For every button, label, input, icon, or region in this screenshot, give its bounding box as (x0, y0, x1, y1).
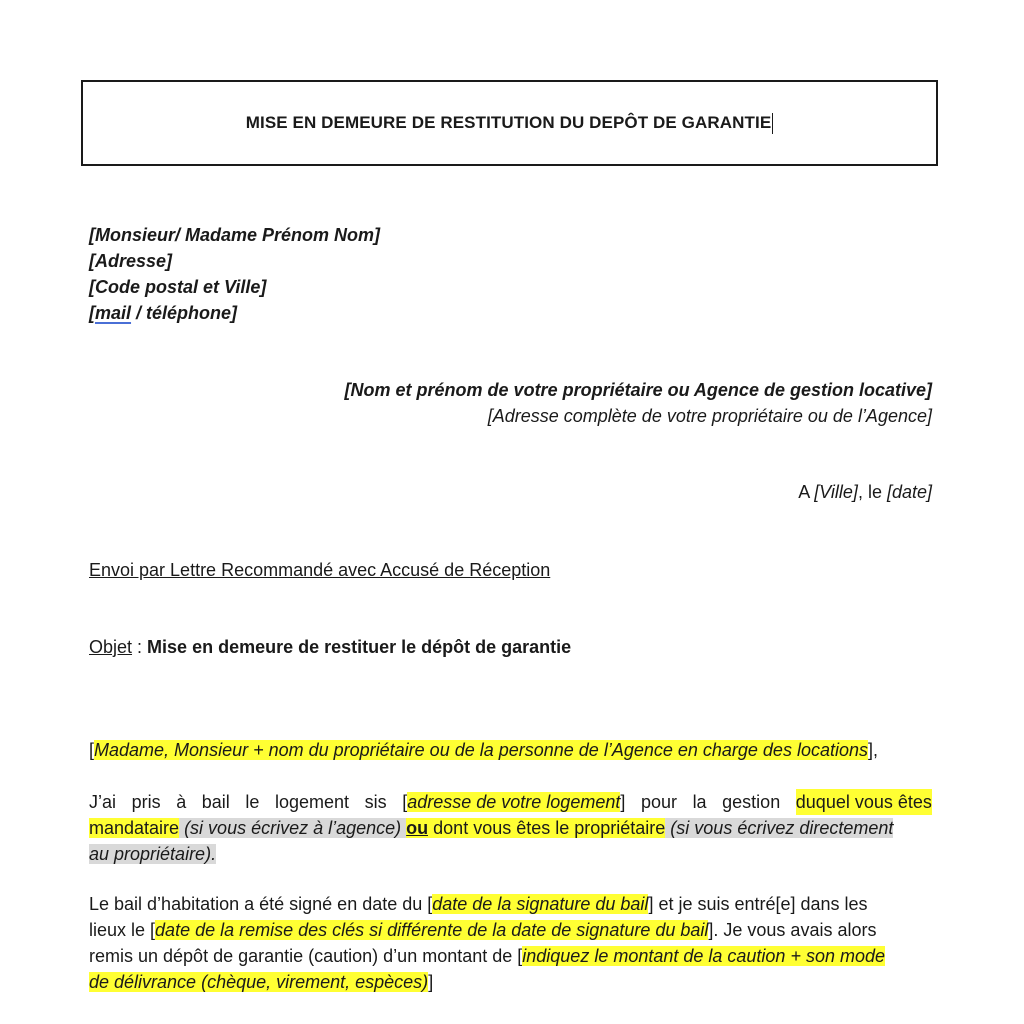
word: bail (201, 792, 230, 812)
sender-contact (89, 300, 380, 326)
paragraph-line (89, 789, 932, 815)
subject-line (89, 634, 571, 660)
highlight-mandataire: duquel vous êtes (796, 789, 932, 815)
payment-mode-placeholder: de délivrance (chèque, virement, espèces) (89, 972, 429, 992)
paragraph-line: lieux le [date de la remise des clés si différente de la date de signature du bail]. Je vous avais alors (89, 920, 877, 940)
word: logement (274, 792, 350, 812)
delivery-method: Envoi par Lettre Recommandé avec Accusé de Réception (89, 560, 551, 580)
sender-address: [Adresse] (89, 251, 173, 271)
mail-word: mail (95, 303, 132, 323)
paragraph-bail (89, 891, 932, 995)
paragraph-line: de délivrance (chèque, virement, espèces)] (89, 972, 434, 992)
sender-name: [Monsieur/ Madame Prénom Nom] (89, 225, 381, 245)
place-date (798, 479, 932, 505)
line-content: mandataire (si vous écrivez à l’agence) ou dont vous êtes le propriétaire (si vous écrivez directement (89, 818, 894, 838)
amount-placeholder: indiquez le montant de la caution + son mode (522, 946, 886, 966)
paragraph-line: Le bail d’habitation a été signé en date du [date de la signature du bail] et je suis entré[e] dans les (89, 894, 868, 914)
salutation-placeholder: Madame, Monsieur + nom du propriétaire ou de la personne de l’Agence en charge des locations (94, 740, 868, 760)
note-agence: (si vous écrivez à l’agence) (179, 818, 407, 838)
subject-label: Objet (89, 637, 133, 657)
recipient-name: [Nom et prénom de votre propriétaire ou Agence de gestion locative] (344, 380, 932, 400)
recipient-block (345, 377, 932, 429)
bracket-open: [ (89, 740, 95, 760)
word: gestion (722, 792, 781, 812)
note-proprietaire: (si vous écrivez directement (665, 818, 894, 838)
sender-contact-rest: / téléphone] (131, 303, 238, 323)
text-cursor (772, 113, 773, 134)
subject-value: Mise en demeure de restituer le dépôt de garantie (147, 637, 572, 657)
word: pour (640, 792, 677, 812)
paragraph-lease (89, 789, 932, 867)
recipient-address: [Adresse complète de votre propriétaire ou de l’Agence] (487, 406, 932, 426)
keys-date-placeholder: date de la remise des clés si différente de la date de signature du bail (155, 920, 709, 940)
word: la (692, 792, 707, 812)
word: à (176, 792, 187, 812)
place-prefix: A (798, 482, 815, 502)
bracket-close: ], (868, 740, 879, 760)
address-placeholder: [adresse de votre logement] (402, 792, 626, 812)
subject-sep: : (132, 637, 148, 657)
word: pris (131, 792, 161, 812)
word: sis (364, 792, 387, 812)
paragraph-line: au propriétaire). (89, 844, 217, 864)
sender-block (89, 222, 380, 326)
place-ville: [Ville] (814, 482, 858, 502)
paragraph-line: remis un dépôt de garantie (caution) d’un montant de [indiquez le montant de la caution + son mode (89, 946, 886, 966)
document-title: MISE EN DEMEURE DE RESTITUTION DU DEPÔT DE GARANTIE (245, 113, 772, 132)
bracket: [ (89, 303, 95, 323)
title-box (81, 80, 938, 166)
salutation (89, 737, 932, 763)
sender-city: [Code postal et Ville] (89, 277, 267, 297)
place-date-value: [date] (886, 482, 932, 502)
signature-date-placeholder: date de la signature du bail (432, 894, 649, 914)
place-sep: , le (857, 482, 887, 502)
word: le (245, 792, 260, 812)
or-word: ou (406, 818, 429, 838)
paragraph-line (89, 815, 932, 841)
word: J’ai (89, 792, 117, 812)
